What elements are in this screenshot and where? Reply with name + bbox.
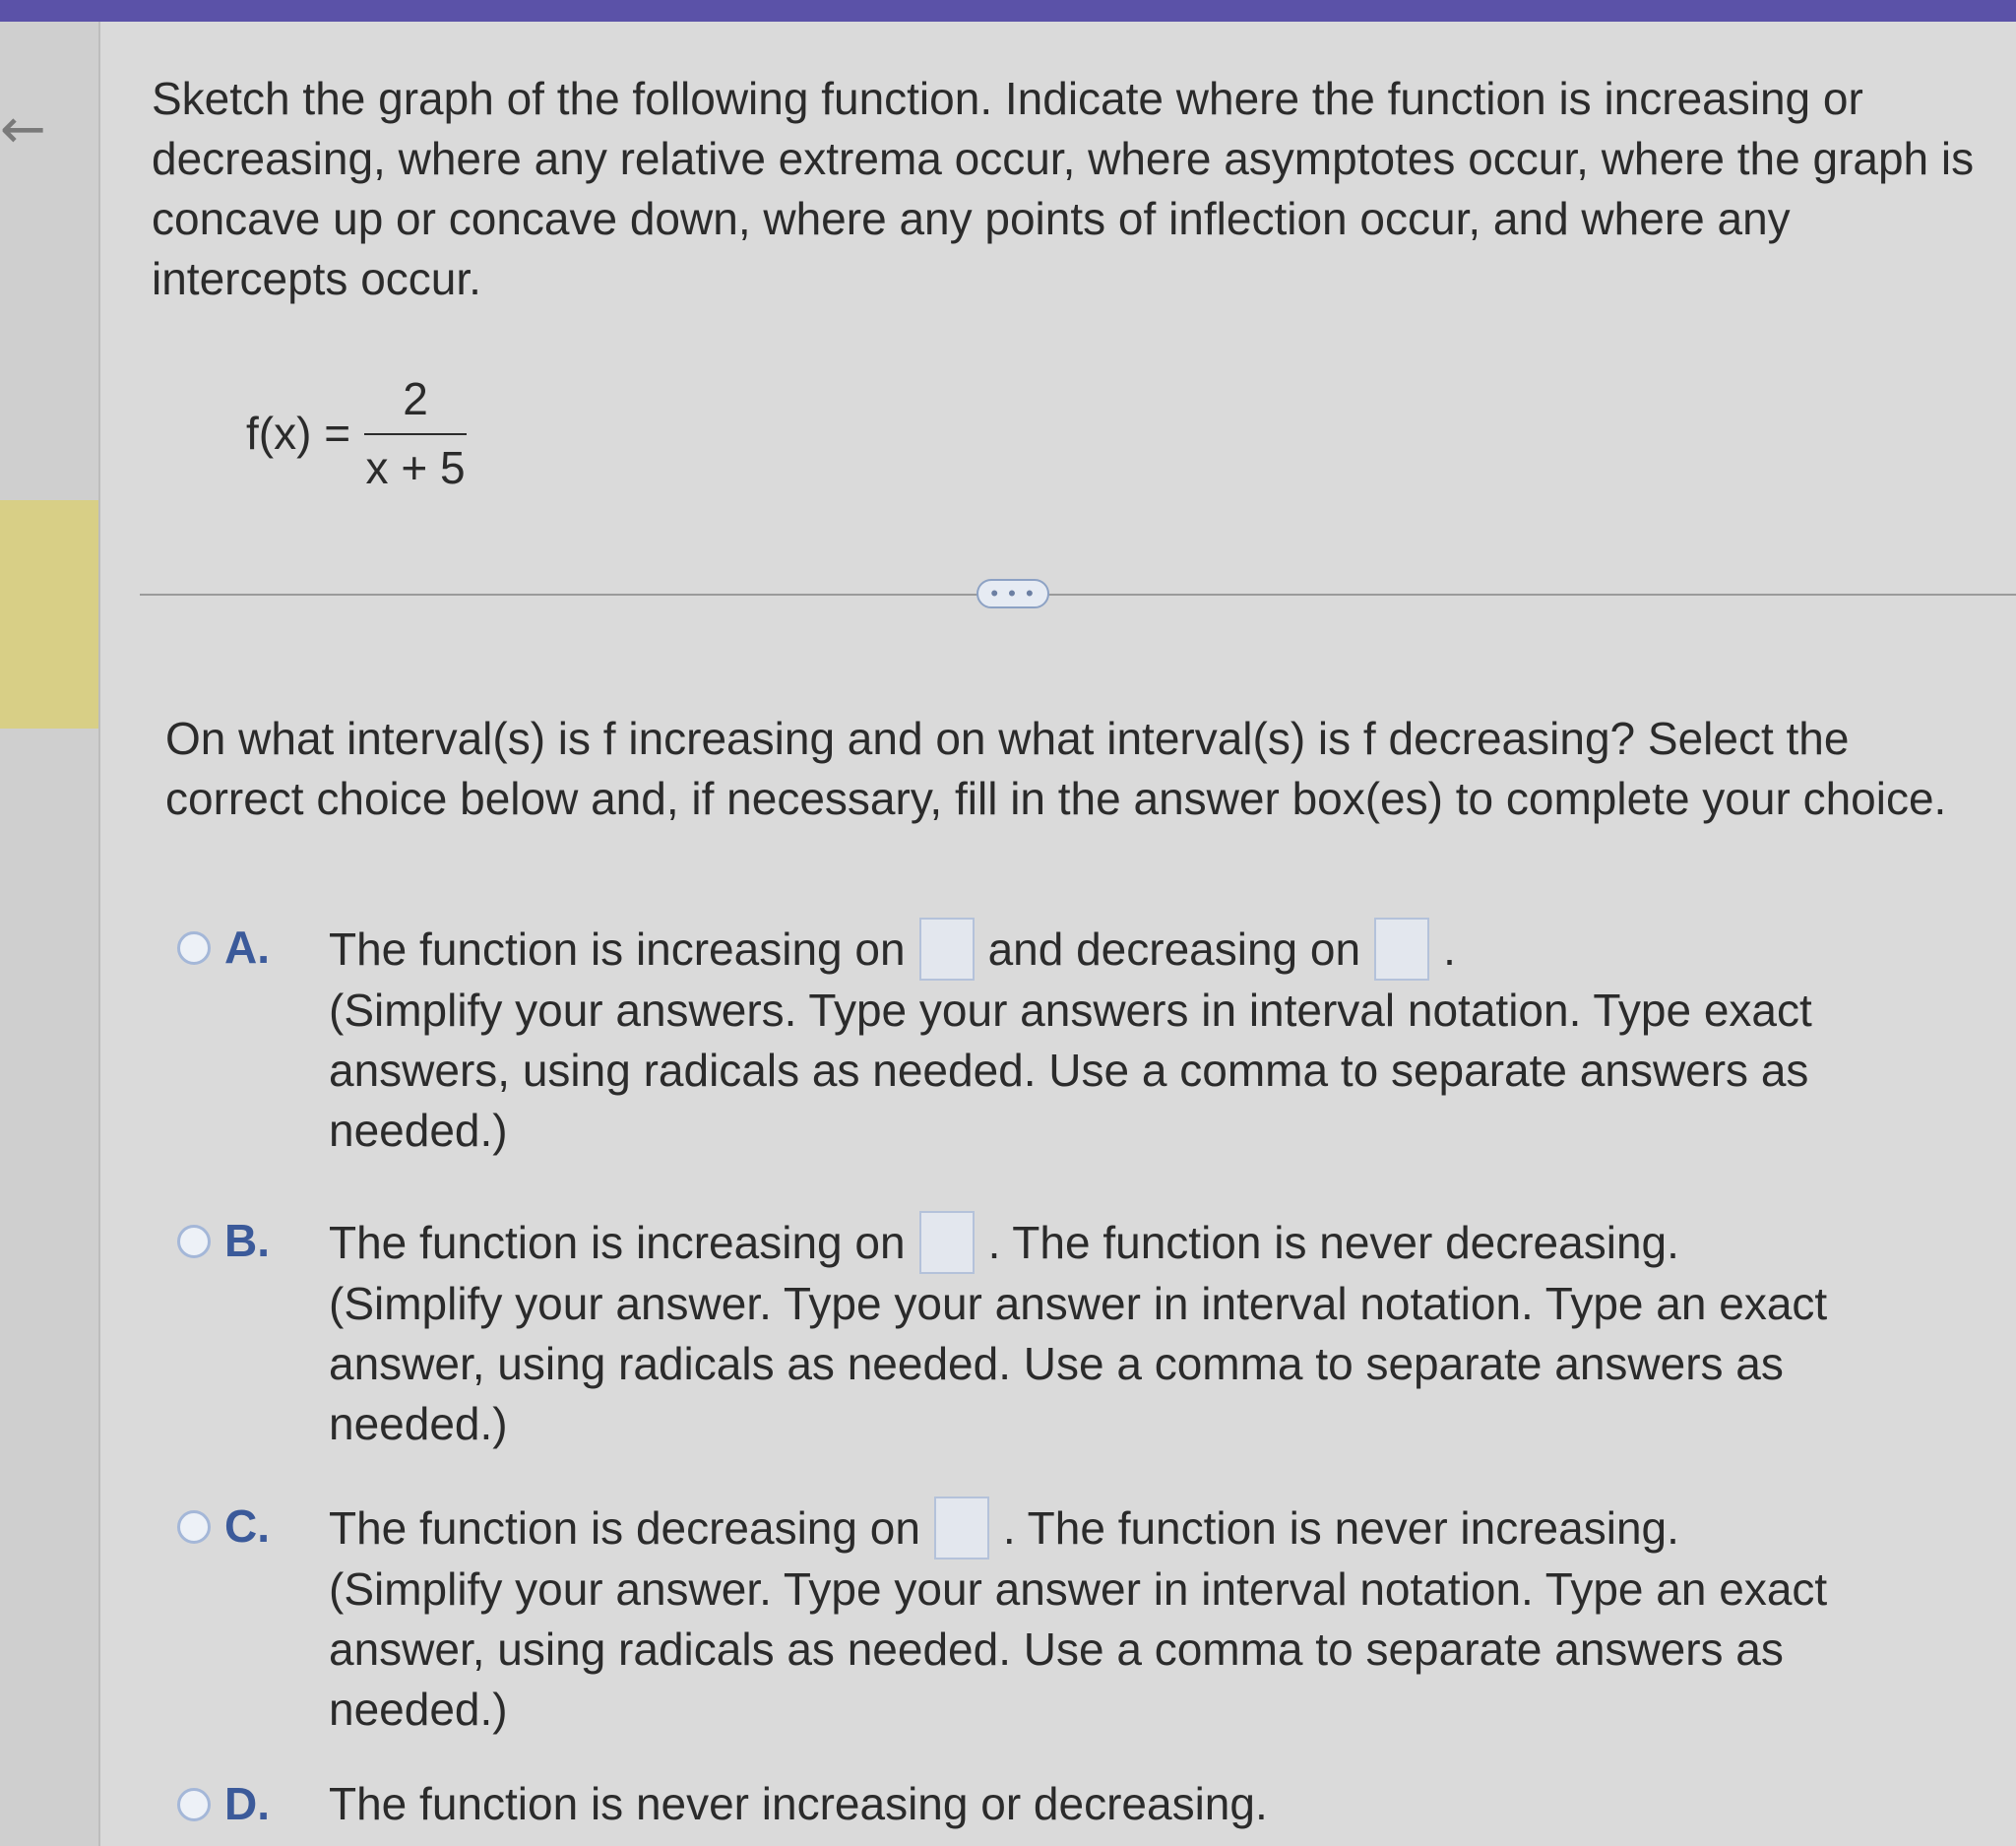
decreasing-interval-input-a[interactable] xyxy=(1374,918,1429,981)
choice-a[interactable] xyxy=(177,918,1949,1164)
choice-letter-c: C. xyxy=(224,1500,270,1552)
radio-button-a[interactable] xyxy=(177,931,211,965)
function-formula xyxy=(246,354,467,512)
choice-body-a xyxy=(329,918,1943,1161)
choice-a-text-3: . xyxy=(1443,923,1456,975)
function-lhs: f(x) = xyxy=(246,408,351,459)
question-text: Sketch the graph of the following function. Indicate where the function is increasing or decreasing, where any relative extrema occur, where asymptotes occur, where the graph is concave up or concave down, where any points of inflection occur, and where any intercepts occur. xyxy=(152,73,1975,304)
fraction-numerator: 2 xyxy=(403,373,428,424)
choice-c-instructions: (Simplify your answer. Type your answer in interval notation. Type an exact answer, using radicals as needed. Use a comma to separate answers as needed.) xyxy=(329,1563,1828,1735)
choice-c-text-2: . The function is never increasing. xyxy=(1002,1501,1679,1554)
choice-a-instructions: (Simplify your answers. Type your answers in interval notation. Type exact answers, using radicals as needed. Use a comma to separate answers as needed.) xyxy=(329,985,1812,1156)
choice-c-text-1: The function is decreasing on xyxy=(329,1501,920,1554)
choice-c-statement xyxy=(329,1496,1943,1560)
choice-b-statement xyxy=(329,1211,1943,1274)
decreasing-interval-input-c[interactable] xyxy=(934,1496,989,1560)
increasing-interval-input-b[interactable] xyxy=(919,1211,975,1274)
choice-d-text-1: The function is never increasing or decreasing. xyxy=(329,1778,1268,1829)
fraction-denominator: x + 5 xyxy=(365,442,466,493)
increasing-interval-input-a[interactable] xyxy=(919,918,975,981)
choice-a-statement xyxy=(329,918,1943,981)
question-panel xyxy=(100,22,2016,1846)
top-bar xyxy=(0,0,2016,22)
expand-more-button[interactable]: • • • xyxy=(976,579,1049,608)
choice-body-d xyxy=(329,1774,1943,1834)
radio-button-d[interactable] xyxy=(177,1788,211,1821)
sub-question-prompt: On what interval(s) is f increasing and on what interval(s) is f decreasing? Select the correct choice below and, if necessary, fill in the answer box(es) to complete your choice. xyxy=(165,713,1947,824)
choice-letter-b: B. xyxy=(224,1215,270,1266)
left-gutter xyxy=(0,22,100,1846)
choice-d-statement xyxy=(329,1774,1943,1834)
choice-d[interactable] xyxy=(177,1774,1949,1843)
arrow-left-icon[interactable]: ← xyxy=(0,97,46,161)
choice-body-b xyxy=(329,1211,1943,1454)
choice-a-text-1: The function is increasing on xyxy=(329,923,906,975)
section-divider xyxy=(140,594,2016,596)
function-fraction xyxy=(364,372,467,494)
choice-a-text-2: and decreasing on xyxy=(987,923,1361,975)
choice-b-text-2: . The function is never decreasing. xyxy=(987,1216,1679,1268)
choice-body-c xyxy=(329,1496,1943,1740)
choice-b-text-1: The function is increasing on xyxy=(329,1216,906,1268)
choice-letter-d: D. xyxy=(224,1778,270,1829)
choice-letter-a: A. xyxy=(224,922,270,973)
choice-c[interactable] xyxy=(177,1496,1949,1743)
choice-b-instructions: (Simplify your answer. Type your answer in interval notation. Type an exact answer, using radicals as needed. Use a comma to separate answers as needed.) xyxy=(329,1278,1828,1449)
question-highlight-marker xyxy=(0,500,98,729)
radio-button-b[interactable] xyxy=(177,1225,211,1258)
radio-button-c[interactable] xyxy=(177,1510,211,1544)
choice-b[interactable] xyxy=(177,1211,1949,1457)
